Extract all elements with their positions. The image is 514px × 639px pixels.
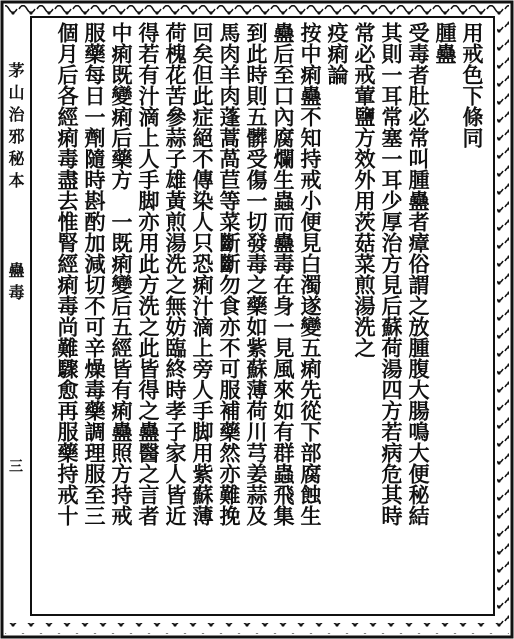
text-column-10: 馬肉羊肉蓬蒿萵苣等菜斷斷勿食亦不可服補藥然亦難挽 [217,22,242,526]
text-column-13: 得若有汁滴上人手脚亦用此方洗之此皆得之蠱醫之言者 [136,22,161,526]
text-column-12: 荷槐花苦參蒜子雄黃煎湯洗之無妨臨終時孝子家人皆近 [163,22,188,526]
page-number: 三 [9,459,23,475]
text-column-4: 其則一耳常塞一耳少厚治方見后蘇荷湯四方若病危其時 [379,22,404,526]
text-column-6: 疫痢論 [325,22,350,85]
text-column-9: 到此時則五髒受傷一切發毒之藥如紫蘇薄荷川芎姜蒜及 [244,22,269,526]
text-column-14: 中痢既變痢后藥方 一既痢變后五經皆有痢蠱照方持戒 [109,22,134,526]
chapter-title: 蠱毒 [6,262,25,306]
text-column-2: 腫蠱 [433,22,458,64]
text-column-16: 個月后各經痢毒盡去惟腎經痢毒尚難驟愈再服藥持戒十 [55,22,80,526]
text-column-1: 用戒色下條同 [460,22,485,148]
text-column-8: 蠱后至口內腐爛生蟲而蠱毒在身一見風來如有群蟲飛集 [271,22,296,526]
text-column-11: 回矣但此症絕不傳染人只恐痢汁滴上旁人手脚用紫蘇薄 [190,22,215,526]
text-column-7: 按中痢蠱不知持戒小便見白濁遂變五痢先從下部腐蝕生 [298,22,323,526]
text-column-15: 服藥每日一劑隨時斟酌加減切不可辛燥毒藥調理服至三 [82,22,107,526]
text-column-3: 受毒者肚必常叫腫蠱者瘴俗謂之放腫腹大腸鳴大便秘結 [406,22,431,526]
text-column-5: 常必戒葷鹽方效外用茨菇菜煎湯洗之 [352,22,377,358]
book-title: 茅山治邪秘本 [6,62,25,194]
